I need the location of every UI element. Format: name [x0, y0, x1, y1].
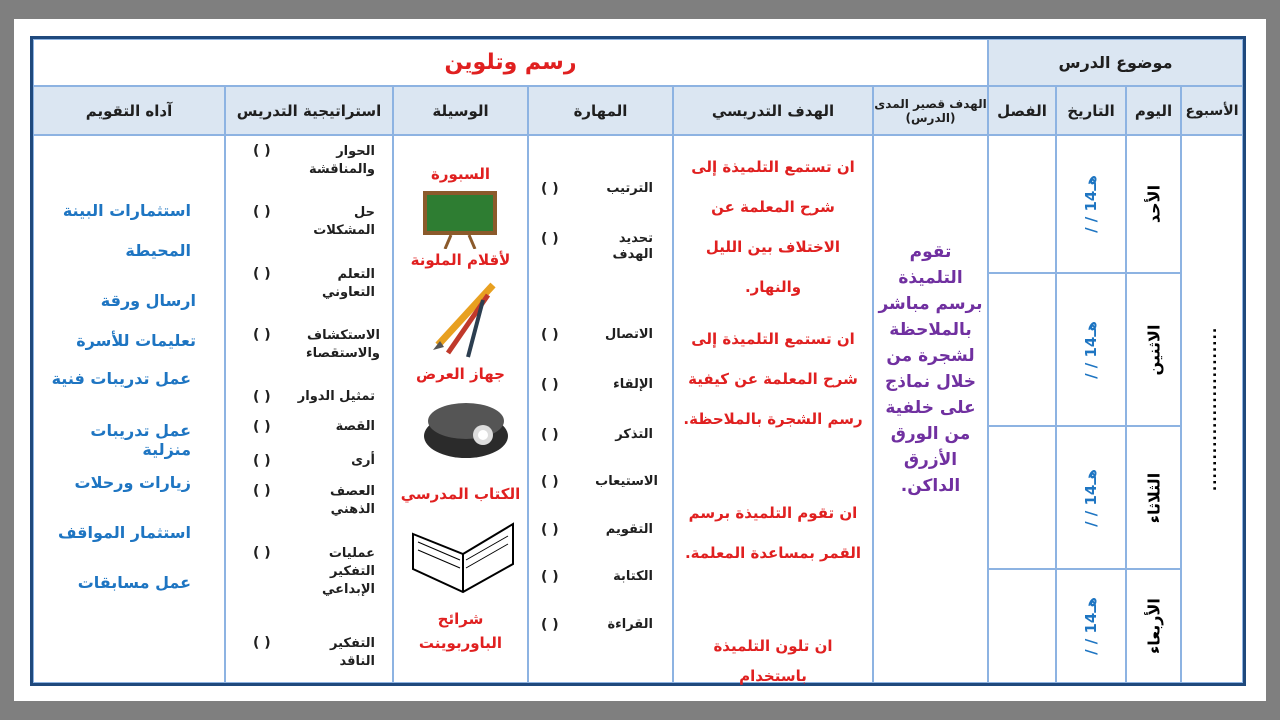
skill-label: القراءة	[607, 617, 653, 632]
week-value: ..........................	[1204, 326, 1220, 492]
strategy-checkbox[interactable]: ( )	[253, 483, 271, 499]
skill-checkbox[interactable]: ( )	[541, 474, 559, 490]
header-class: الفصل	[988, 86, 1056, 135]
class-cell	[988, 426, 1056, 569]
header-assessment: آداه التقويم	[33, 86, 225, 135]
teaching-goal-1: ان تستمع التلميذة إلى شرح المعلمة عن الاختلاف بين الليل والنهار.	[691, 158, 855, 296]
strategy-checkbox[interactable]: ( )	[253, 327, 271, 343]
assessment-item: عمل تدريبات فنية	[51, 369, 191, 388]
assessment-item: عمل مسابقات	[77, 573, 191, 592]
teaching-goal-3: ان تقوم التلميذة برسم القمر بمساعدة المعلمة.	[684, 504, 862, 562]
header-skill: المهارة	[528, 86, 673, 135]
header-teaching-goal: الهدف التدريسي	[673, 86, 873, 135]
strategy-checkbox[interactable]: ( )	[253, 453, 271, 469]
assessment-item: استثمار المواقف	[57, 523, 191, 542]
tool-label: السبورة	[430, 165, 491, 183]
header-short-goal: الهدف قصير المدى (الدرس)	[873, 86, 988, 135]
skill-label: التقويم	[605, 522, 653, 537]
class-cell	[988, 135, 1056, 273]
strategy-label: حل المشكلات	[313, 205, 375, 238]
skill-label: الترتيب	[606, 181, 653, 196]
date-cell	[1056, 569, 1126, 683]
strategy-label: القصة	[335, 419, 375, 434]
short-goal-text: تقوم التلميذة برسم مباشر بالملاحظة لشجرة من خلال نماذج على خلفية من الورق الأزرق الداكن.	[878, 242, 983, 496]
skill-label: تحديد الهدف	[612, 231, 653, 262]
header-tool: الوسيلة	[393, 86, 528, 135]
topic-label: موضوع الدرس	[988, 39, 1243, 86]
colored-pencils-icon	[428, 275, 503, 360]
date-value: / / 14هـ	[1082, 175, 1100, 233]
strategy-label: تمثيل الدوار	[297, 389, 375, 404]
strategy-label: التفكير الناقد	[330, 636, 375, 669]
strategy-checkbox[interactable]: ( )	[253, 635, 271, 651]
strategy-checkbox[interactable]: ( )	[253, 545, 271, 561]
date-cell	[1056, 135, 1126, 273]
assessment-item: ارسال ورقة تعليمات للأسرة	[76, 291, 196, 350]
teaching-goal-2: ان تستمع التلميذة إلى شرح المعلمة عن كيفية رسم الشجرة بالملاحظة.	[683, 330, 863, 428]
day-cell	[1126, 135, 1181, 273]
skill-checkbox[interactable]: ( )	[541, 427, 559, 443]
lesson-title: رسم وتلوين	[33, 39, 988, 86]
teaching-goal-4: ان تلون التلميذة باستخدام	[713, 637, 833, 685]
tool-label: شرائح الباوربوينت	[418, 610, 503, 652]
day-cell	[1126, 426, 1181, 569]
strategy-checkbox[interactable]: ( )	[253, 389, 271, 405]
skill-checkbox[interactable]: ( )	[541, 617, 559, 633]
date-value: / / 14هـ	[1082, 320, 1100, 379]
skill-checkbox[interactable]: ( )	[541, 522, 559, 538]
strategy-checkbox[interactable]: ( )	[253, 419, 271, 435]
strategy-label: العصف الذهني	[330, 484, 375, 517]
class-cell	[988, 569, 1056, 683]
tool-label: جهاز العرض	[416, 365, 505, 383]
assessment-item: زيارات ورحلات	[74, 473, 191, 492]
skill-label: الإلقاء	[613, 377, 653, 392]
week-cell	[1181, 135, 1243, 683]
tool-label: لأقلام الملونة	[410, 251, 511, 269]
day-label: الثلاثاء	[1144, 472, 1163, 523]
skill-checkbox[interactable]: ( )	[541, 327, 559, 343]
day-label: الاثنين	[1144, 324, 1163, 375]
date-cell	[1056, 426, 1126, 569]
lesson-plan-table	[30, 36, 1246, 686]
strategy-label: الحوار والمناقشة	[309, 144, 375, 177]
chalkboard-icon	[421, 189, 499, 249]
header-date: التاريخ	[1056, 86, 1126, 135]
day-label: الأحد	[1144, 184, 1163, 224]
day-label: الأربعاء	[1144, 598, 1163, 654]
date-value: / / 14هـ	[1082, 468, 1100, 527]
day-cell	[1126, 273, 1181, 426]
skill-checkbox[interactable]: ( )	[541, 181, 559, 197]
skill-label: الاتصال	[605, 327, 653, 342]
skill-column	[528, 135, 673, 683]
skill-label: الكتابة	[613, 569, 653, 584]
assessment-item: عمل تدريبات منزلية	[90, 421, 191, 459]
skill-label: الاستيعاب	[595, 474, 658, 489]
skill-checkbox[interactable]: ( )	[541, 231, 559, 247]
class-cell	[988, 273, 1056, 426]
skill-checkbox[interactable]: ( )	[541, 377, 559, 393]
projector-icon	[421, 391, 511, 461]
header-strategy: استراتيجية التدريس	[225, 86, 393, 135]
skill-checkbox[interactable]: ( )	[541, 569, 559, 585]
assessment-item: استثمارات البينة المحيطة	[62, 201, 191, 260]
strategy-label: الاستكشاف والاستقصاء	[305, 328, 380, 361]
header-day: اليوم	[1126, 86, 1181, 135]
header-week: الأسبوع	[1181, 86, 1243, 135]
date-cell	[1056, 273, 1126, 426]
strategy-label: أرى	[351, 453, 375, 468]
date-value: / / 14هـ	[1082, 597, 1100, 655]
strategy-label: التعلم التعاوني	[322, 267, 375, 300]
open-book-icon	[408, 514, 518, 594]
day-cell	[1126, 569, 1181, 683]
tool-label: الكتاب المدرسي	[400, 485, 521, 503]
strategy-checkbox[interactable]: ( )	[253, 266, 271, 282]
strategy-label: عمليات التفكير الإبداعي	[321, 546, 375, 597]
strategy-checkbox[interactable]: ( )	[253, 143, 271, 159]
strategy-checkbox[interactable]: ( )	[253, 204, 271, 220]
skill-label: التذكر	[615, 427, 653, 442]
